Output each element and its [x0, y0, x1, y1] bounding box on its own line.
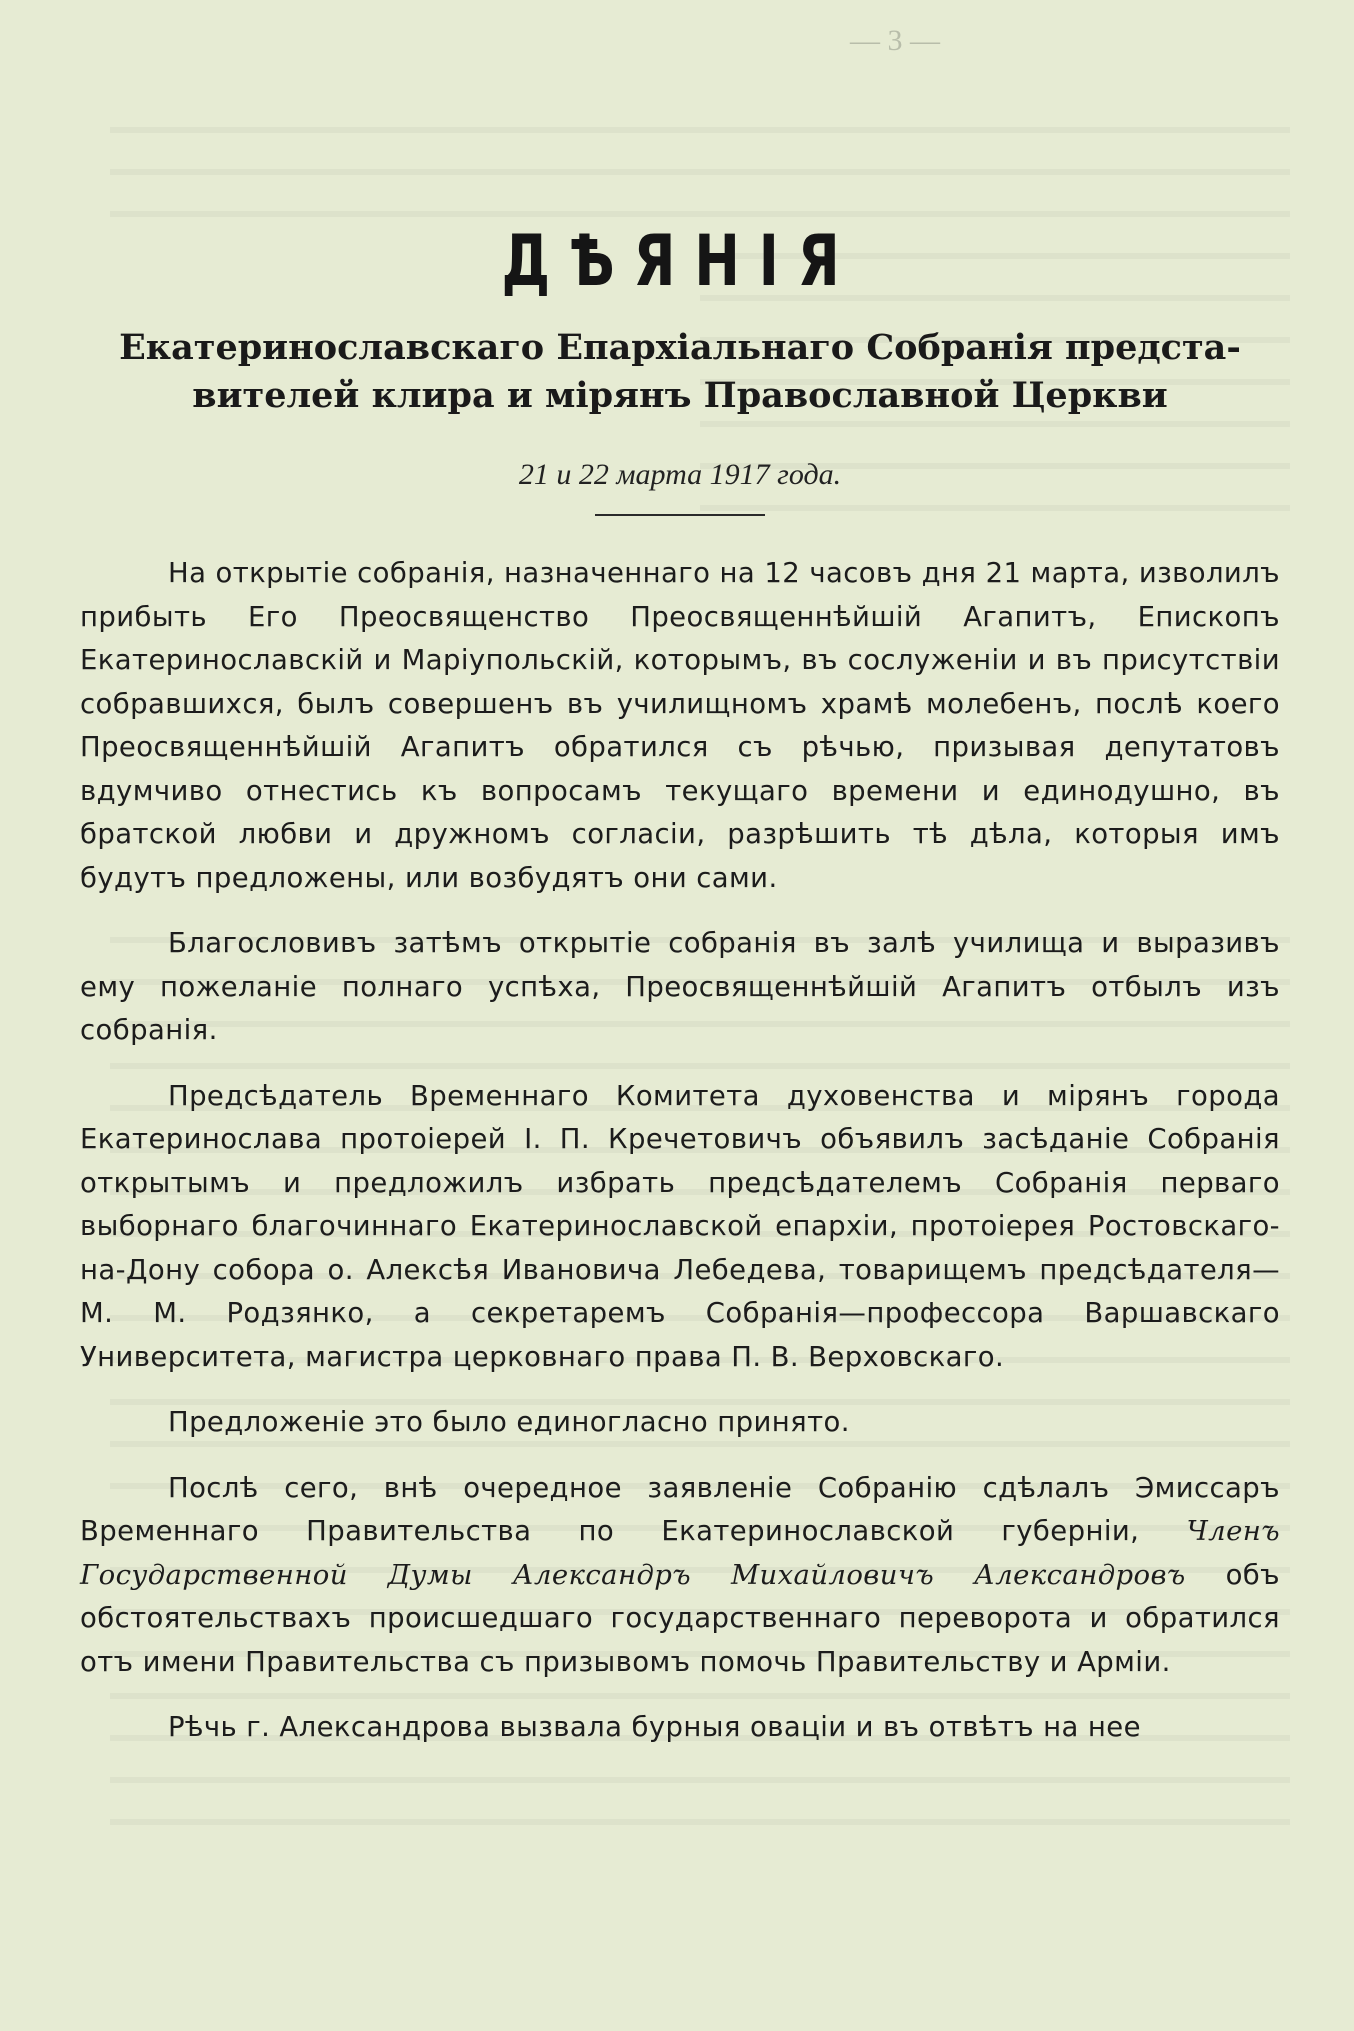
paragraph-accepted: Предложеніе это было единогласно принято.: [168, 1406, 850, 1438]
page-number: — 3 —: [850, 24, 940, 57]
paragraph-speech: Рѣчь г. Александрова вызвала бурныя оваціи и въ отвѣтъ на нее: [168, 1711, 1141, 1743]
paragraph-emissary: [80, 1467, 1280, 1685]
subtitle-line-1: Екатеринославскаго Епархіальнаго Собранія предста-: [119, 327, 1241, 368]
subtitle-line-2: вителей клира и мірянъ Православной Церкви: [192, 375, 1168, 416]
document-title: ДѢЯНІЯ: [501, 220, 859, 302]
emissary-text-before: Послѣ сего, внѣ очередное заявленіе Собранію сдѣлалъ Эмиссаръ Временнаго Правительства по Екатеринославской губерніи,: [80, 1471, 1280, 1547]
document-subtitle: [80, 324, 1280, 420]
title-divider: [595, 514, 765, 516]
paragraph-blessing: Благословивъ затѣмъ открытіе собранія въ залѣ училища и выразивъ ему пожеланіе полнаго успѣха, Преосвященнѣйшій Агапитъ отбылъ изъ собранія.: [80, 927, 1280, 1046]
document-date: 21 и 22 марта 1917 года.: [518, 458, 842, 491]
page-content: [80, 24, 1280, 1772]
paragraph-opening: На открытіе собранія, назначеннаго на 12 часовъ дня 21 марта, изволилъ прибыть Его Преосвященство Преосвященнѣйшій Агапитъ, Епископъ Екатеринославскій и Маріупольскій, которымъ, въ сослуженіи и въ присутствіи собравшихся, былъ совершенъ въ училищномъ храмѣ молебенъ, послѣ коего Преосвященнѣйшій Агапитъ обратился съ рѣчью, призывая депутатовъ вдумчиво отнестись къ вопросамъ текущаго времени и единодушно, въ братской любви и дружномъ согласіи, разрѣшить тѣ дѣла, которыя имъ будутъ предложены, или возбудятъ они сами.: [80, 557, 1280, 894]
emissary-text-after: объ обстоятельствахъ происшедшаго государственнаго переворота и обратился отъ имени Правительства съ призывомъ помочь Правительству и Арміи.: [80, 1558, 1280, 1678]
emissary-name-italic: Членъ Государственной Думы Александръ Михайловичъ Александровъ: [80, 1515, 1280, 1591]
paragraph-chairman: Предсѣдатель Временнаго Комитета духовенства и мірянъ города Екатеринослава протоіерей І. П. Кречетовичъ объявилъ засѣданіе Собранія открытымъ и предложилъ избрать предсѣдателемъ Собранія перваго выборнаго благочиннаго Екатеринославской епархіи, протоіерея Ростовскаго-на-Дону собора о. Алексѣя Ивановича Лебедева, товарищемъ предсѣдателя—М. М. Родзянко, а секретаремъ Собранія—профессора Варшавскаго Университета, магистра церковнаго права П. В. Верховскаго.: [80, 1079, 1280, 1373]
